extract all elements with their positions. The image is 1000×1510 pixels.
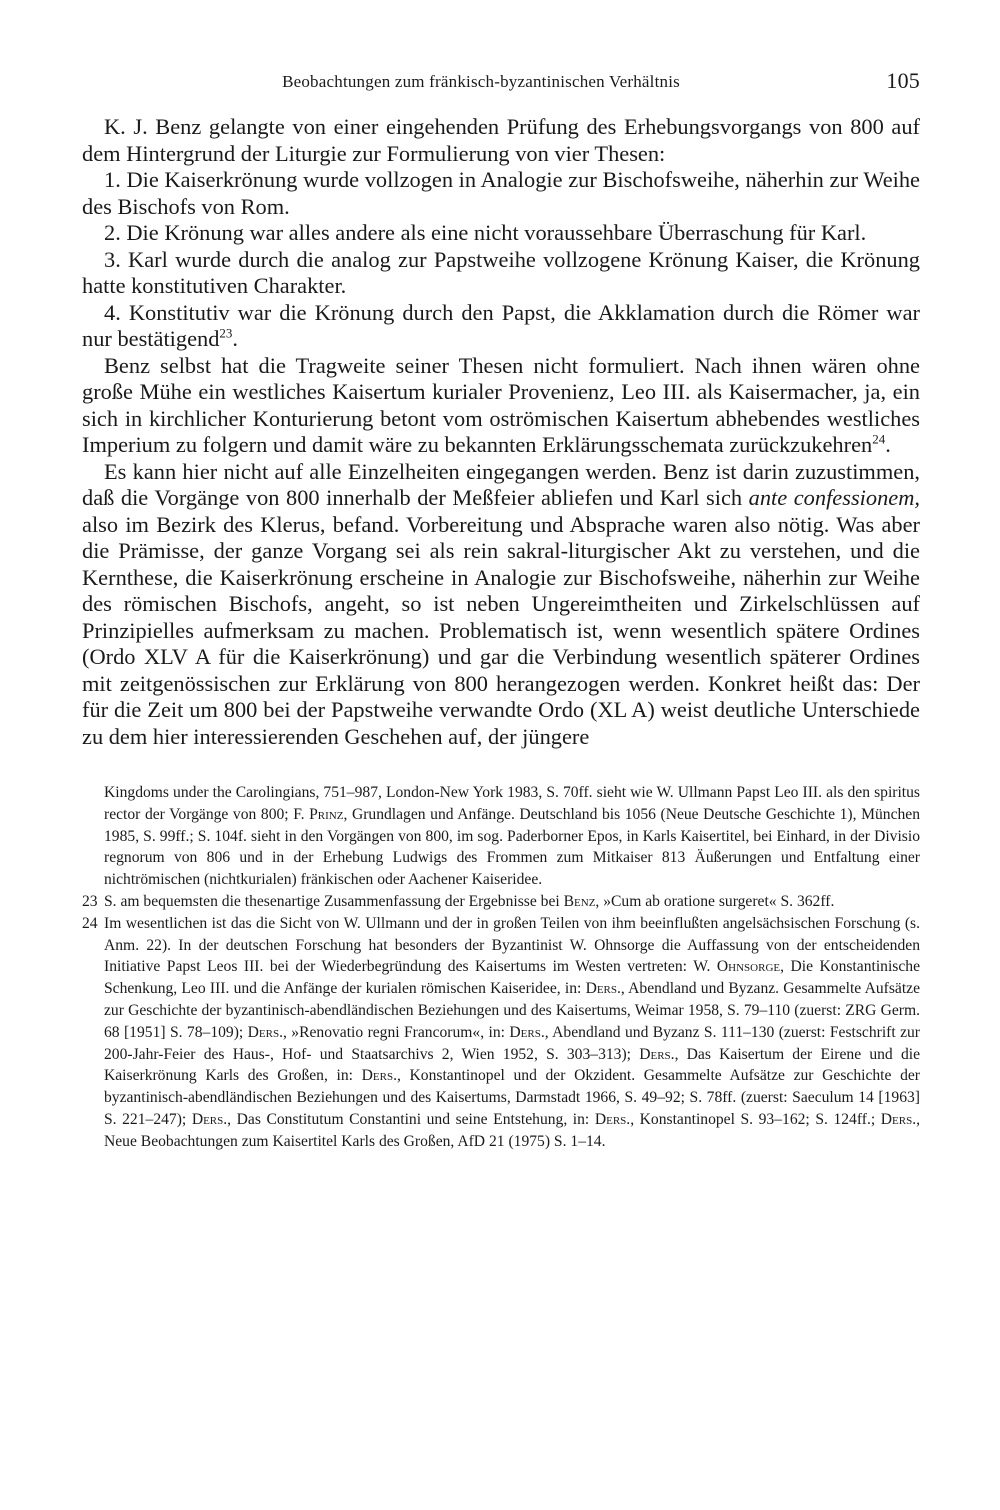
italic-phrase: ante confessionem, [748, 485, 920, 510]
running-head [82, 62, 920, 98]
thesis-3: 3. Karl wurde durch die analog zur Papstweihe vollzogene Krönung Kaiser, die Krönung hatte konstitutiven Charakter. [82, 246, 920, 298]
footnote-24: 24 Im wesentlichen ist das die Sicht von W. Ullmann und der in großen Teilen von ihm beeinflußten angelsächsischen Forschung (s. Anm. 22). In der deutschen Forschung hat besonders der Byzantinist W. Ohnsorge die Auffassung von der entscheidenden Initiative Papst Leos III. bei der Wiederbegründung des Kaisertums im Westen vertreten: W. Ohnsorge, Die Konstantinische Schenkung, Leo III. und die Anfänge der kurialen römischen Kaiseridee, in: Ders., Abendland und Byzanz. Gesammelte Aufsätze zur Geschichte der byzantinisch-abendländischen Beziehungen und des Kaisertums, Weimar 1958, S. 79–110 (zuerst: ZRG Germ. 68 [1951] S. 78–109); Ders., »Renovatio regni Francorum«, in: Ders., Abendland und Byzanz S. 111–130 (zuerst: Festschrift zur 200-Jahr-Feier des Haus-, Hof- und Staatsarchivs 2, Wien 1952, S. 303–313); Ders., Das Kaisertum der Eirene und die Kaiserkrönung Karls des Großen, in: Ders., Konstantinopel und der Okzident. Gesammelte Aufsätze zur Geschichte der byzantinisch-abendländischen Beziehungen und des Kaisertums, Darmstadt 1966, S. 49–92; S. 78ff. (zuerst: Saeculum 14 [1963] S. 221–247); Ders., Das Constitutum Constantini und seine Entstehung, in: Ders., Konstantinopel S. 93–162; S. 124ff.; Ders., Neue Beobachtungen zum Kaisertitel Karls des Großen, AfD 21 (1975) S. 1–14. [82, 914, 921, 1150]
paragraph-tragweite: Benz selbst hat die Tragweite seiner Thesen nicht formuliert. Nach ihnen wären ohne große Mühe ein westliches Kaisertum kurialer Provenienz, Leo III. als Kaisermacher, ja, ein sich in kirchlicher Konturierung betont vom oströmischen Kaisertum abhebendes westliches Imperium zu folgern und damit wäre zu bekannten Erklärungsschemata zurückzukehren$^{24}$. [82, 352, 920, 457]
page-number: 105 [886, 68, 920, 93]
footnote-23: 23 S. am bequemsten die thesenartige Zusammenfassung der Ergebnisse bei Benz, »Cum ab oratione surgeret« S. 362ff. [82, 891, 920, 913]
thesis-4: 4. Konstitutiv war die Krönung durch den Papst, die Akklamation durch die Römer war nur bestätigend$^{23}$. [82, 299, 920, 351]
footnote-continuation: Kingdoms under the Carolingians, 751–987, London-New York 1983, S. 70ff. sieht wie W. Ullmann Papst Leo III. als den spiritus rector der Vorgänge von 800; F. Prinz, Grundlagen und Anfänge. Deutschland bis 1056 (Neue Deutsche Geschichte 1), München 1985, S. 99ff.; S. 104f. sieht in den Vorgängen von 800, im sog. Paderborner Epos, in Karls Kaisertitel, bei Einhard, in der Divisio regnorum von 806 und in der Erhebung Ludwigs des Frommen zum Mitkaiser 813 Äußerungen und Entfaltung einer nichtrömischen (nichtkurialen) fränkischen oder Aachener Kaiseridee. [104, 784, 921, 889]
running-title: Beobachtungen zum fränkisch-byzantinischen Verhältnis [282, 72, 680, 91]
footnotes [82, 782, 920, 1153]
paragraph-einzelheiten: Es kann hier nicht auf alle Einzelheiten eingegangen werden. Benz ist darin zuzustimmen, daß die Vorgänge von 800 innerhalb der Meßfeier abliefen und Karl sich ante confessionem, also im Bezirk des Klerus, befand. Vorbereitung und Absprache waren also nötig. Was aber die Prämisse, der ganze Vorgang sei als rein sakral-liturgischer Akt zu verstehen, und die Kernthese, die Kaiserkrönung erscheine in Analogie zur Bischofsweihe, näherhin zur Weihe des römischen Bischofs, angeht, so ist neben Ungereimtheiten und Zirkelschlüssen auf Prinzipielles aufmerksam zu machen. Problematisch ist, wenn wesentlich spätere Ordines (Ordo XLV A für die Kaiserkrönung) und gar die Verbindung wesentlich späterer Ordines mit zeitgenössischen zur Erklärung von 800 herangezogen werden. Konkret heißt das: Der für die Zeit um 800 bei der Papstweihe verwandte Ordo (XL A) weist deutliche Unterschiede zu dem hier interessierenden Geschehen auf, der jüngere [82, 458, 920, 749]
footnote-number: 24 [82, 914, 98, 932]
footnote-ref-23[interactable]: 23 [219, 325, 233, 341]
footnote-ref-24[interactable]: 24 [872, 431, 886, 447]
footnote-number: 23 [82, 892, 98, 910]
book-page [82, 62, 920, 1153]
thesis-1: 1. Die Kaiserkrönung wurde vollzogen in Analogie zur Bischofsweihe, näherhin zur Weihe des Bischofs von Rom. [82, 167, 920, 219]
thesis-2: 2. Die Krönung war alles andere als eine nicht voraussehbare Überraschung für Karl. [104, 220, 867, 245]
paragraph-intro: K. J. Benz gelangte von einer eingehenden Prüfung des Erhebungsvorgangs von 800 auf dem Hintergrund der Liturgie zur Formulierung von vier Thesen: [82, 114, 920, 166]
main-text [82, 114, 920, 750]
